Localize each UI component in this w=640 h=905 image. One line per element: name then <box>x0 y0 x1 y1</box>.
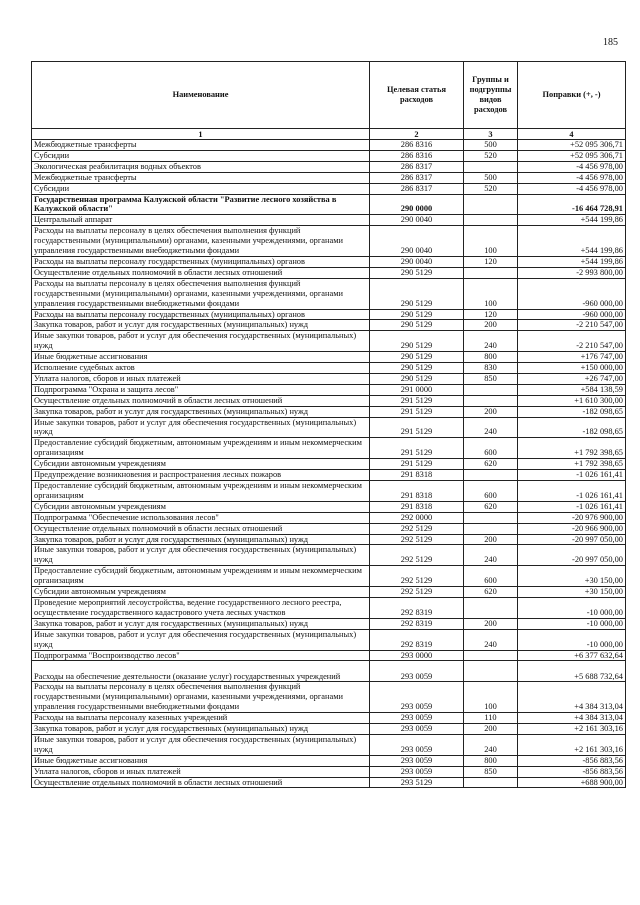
row-amount: -2 210 547,00 <box>518 331 626 352</box>
row-amount: +2 161 303,16 <box>518 734 626 755</box>
row-target-article: 290 5129 <box>370 363 464 374</box>
row-name: Осуществление отдельных полномочий в области лесных отношений <box>32 267 370 278</box>
row-name: Подпрограмма "Воспроизводство лесов" <box>32 650 370 661</box>
table-row <box>32 512 626 523</box>
table-row <box>32 618 626 629</box>
row-expense-group: 240 <box>464 545 518 566</box>
row-target-article: 290 5129 <box>370 320 464 331</box>
row-expense-group: 500 <box>464 140 518 151</box>
row-expense-group: 240 <box>464 417 518 438</box>
table-row <box>32 566 626 587</box>
row-expense-group: 200 <box>464 320 518 331</box>
row-target-article: 291 0000 <box>370 384 464 395</box>
row-name: Иные закупки товаров, работ и услуг для обеспечения государственных (муниципальных) нужд <box>32 417 370 438</box>
row-name: Предоставление субсидий бюджетным, автономным учреждениям и иным некоммерческим организациям <box>32 566 370 587</box>
budget-table <box>31 61 626 788</box>
row-amount: +1 792 398,65 <box>518 459 626 470</box>
row-expense-group: 110 <box>464 713 518 724</box>
row-target-article: 293 0059 <box>370 766 464 777</box>
row-name: Субсидии <box>32 150 370 161</box>
row-amount: +150 000,00 <box>518 363 626 374</box>
table-row <box>32 352 626 363</box>
row-expense-group: 200 <box>464 406 518 417</box>
page-number: 185 <box>603 37 618 48</box>
row-target-article: 293 0059 <box>370 724 464 735</box>
row-target-article: 293 0059 <box>370 734 464 755</box>
row-name: Иные бюджетные ассигнования <box>32 352 370 363</box>
row-amount: +688 900,00 <box>518 777 626 788</box>
row-target-article: 290 0000 <box>370 194 464 215</box>
row-expense-group: 850 <box>464 373 518 384</box>
row-amount: +52 095 306,71 <box>518 150 626 161</box>
row-amount: -10 000,00 <box>518 597 626 618</box>
row-target-article: 286 8317 <box>370 183 464 194</box>
row-amount: +4 384 313,04 <box>518 713 626 724</box>
row-target-article: 293 0000 <box>370 650 464 661</box>
table-row <box>32 406 626 417</box>
row-name: Предоставление субсидий бюджетным, автономным учреждениям и иным некоммерческим организациям <box>32 481 370 502</box>
row-amount: +5 688 732,64 <box>518 661 626 682</box>
row-target-article: 291 5129 <box>370 406 464 417</box>
row-name: Осуществление отдельных полномочий в области лесных отношений <box>32 777 370 788</box>
row-target-article: 286 8317 <box>370 161 464 172</box>
row-amount: +176 747,00 <box>518 352 626 363</box>
row-target-article: 292 8319 <box>370 597 464 618</box>
header-expense-groups: Группы и подгруппы видов расходов <box>464 62 518 129</box>
header-num-2: 2 <box>370 129 464 140</box>
row-amount: -10 000,00 <box>518 618 626 629</box>
row-target-article: 290 0040 <box>370 226 464 257</box>
row-name: Предупреждение возникновения и распространения лесных пожаров <box>32 470 370 481</box>
table-row <box>32 766 626 777</box>
row-name: Экологическая реабилитация водных объектов <box>32 161 370 172</box>
table-row <box>32 172 626 183</box>
row-target-article: 286 8316 <box>370 140 464 151</box>
row-target-article: 291 8318 <box>370 481 464 502</box>
row-expense-group: 500 <box>464 172 518 183</box>
row-expense-group: 620 <box>464 587 518 598</box>
row-target-article: 292 8319 <box>370 618 464 629</box>
row-amount: -4 456 978,00 <box>518 183 626 194</box>
row-amount: -20 976 900,00 <box>518 512 626 523</box>
row-name: Иные бюджетные ассигнования <box>32 755 370 766</box>
row-expense-group <box>464 470 518 481</box>
row-target-article: 291 5129 <box>370 417 464 438</box>
row-expense-group: 620 <box>464 501 518 512</box>
row-amount: +544 199,86 <box>518 226 626 257</box>
row-name: Расходы на выплаты персоналу в целях обеспечения выполнения функций государственными (муниципальными) органами, казенными учреждениями, органами управления государственными внебюджетными фондами <box>32 682 370 713</box>
row-target-article: 293 0059 <box>370 661 464 682</box>
row-expense-group <box>464 384 518 395</box>
row-target-article: 293 5129 <box>370 777 464 788</box>
row-expense-group <box>464 650 518 661</box>
row-expense-group <box>464 267 518 278</box>
row-name: Субсидии автономным учреждениям <box>32 501 370 512</box>
table-row <box>32 597 626 618</box>
table-row <box>32 755 626 766</box>
row-amount: +1 792 398,65 <box>518 438 626 459</box>
row-amount: -20 997 050,00 <box>518 545 626 566</box>
row-name: Уплата налогов, сборов и иных платежей <box>32 373 370 384</box>
table-row <box>32 777 626 788</box>
row-expense-group <box>464 523 518 534</box>
header-target-article: Целевая статья расходов <box>370 62 464 129</box>
row-target-article: 290 0040 <box>370 256 464 267</box>
table-row <box>32 724 626 735</box>
row-expense-group: 600 <box>464 566 518 587</box>
row-amount: -960 000,00 <box>518 309 626 320</box>
row-amount: -1 026 161,41 <box>518 481 626 502</box>
row-amount: -856 883,56 <box>518 755 626 766</box>
row-amount: -16 464 728,91 <box>518 194 626 215</box>
row-target-article: 291 8318 <box>370 470 464 481</box>
row-target-article: 291 8318 <box>370 501 464 512</box>
row-expense-group: 200 <box>464 724 518 735</box>
row-expense-group: 620 <box>464 459 518 470</box>
row-expense-group <box>464 512 518 523</box>
table-row <box>32 395 626 406</box>
row-amount: -960 000,00 <box>518 278 626 309</box>
row-target-article: 286 8317 <box>370 172 464 183</box>
row-target-article: 292 5129 <box>370 523 464 534</box>
row-target-article: 292 5129 <box>370 545 464 566</box>
table-row <box>32 320 626 331</box>
table-row <box>32 309 626 320</box>
row-expense-group: 120 <box>464 309 518 320</box>
row-amount: +584 138,59 <box>518 384 626 395</box>
header-name: Наименование <box>32 62 370 129</box>
row-amount: -2 993 800,00 <box>518 267 626 278</box>
row-expense-group <box>464 395 518 406</box>
row-target-article: 292 5129 <box>370 587 464 598</box>
row-target-article: 291 5129 <box>370 438 464 459</box>
row-name: Расходы на выплаты персоналу в целях обеспечения выполнения функций государственными (муниципальными) органами, казенными учреждениями, органами управления государственными внебюджетными фондами <box>32 278 370 309</box>
row-expense-group: 850 <box>464 766 518 777</box>
row-target-article: 286 8316 <box>370 150 464 161</box>
row-target-article: 290 5129 <box>370 331 464 352</box>
row-name: Иные закупки товаров, работ и услуг для обеспечения государственных (муниципальных) нужд <box>32 629 370 650</box>
header-amendments: Поправки (+, -) <box>518 62 626 129</box>
table-row <box>32 363 626 374</box>
header-num-4: 4 <box>518 129 626 140</box>
row-expense-group: 520 <box>464 150 518 161</box>
table-row <box>32 417 626 438</box>
row-expense-group <box>464 597 518 618</box>
table-row <box>32 459 626 470</box>
row-name: Расходы на выплаты персоналу государственных (муниципальных) органов <box>32 256 370 267</box>
row-expense-group <box>464 661 518 682</box>
table-row <box>32 140 626 151</box>
table-row <box>32 267 626 278</box>
row-amount: +544 199,86 <box>518 256 626 267</box>
table-row <box>32 587 626 598</box>
row-amount: +4 384 313,04 <box>518 682 626 713</box>
row-expense-group: 240 <box>464 331 518 352</box>
row-target-article: 292 8319 <box>370 629 464 650</box>
row-name: Субсидии автономным учреждениям <box>32 587 370 598</box>
table-row <box>32 661 626 682</box>
row-target-article: 292 5129 <box>370 534 464 545</box>
row-expense-group <box>464 161 518 172</box>
row-name: Подпрограмма "Охрана и защита лесов" <box>32 384 370 395</box>
row-target-article: 290 0040 <box>370 215 464 226</box>
header-num-1: 1 <box>32 129 370 140</box>
table-row <box>32 215 626 226</box>
table-row <box>32 545 626 566</box>
row-expense-group: 100 <box>464 682 518 713</box>
row-amount: +2 161 303,16 <box>518 724 626 735</box>
row-amount: -2 210 547,00 <box>518 320 626 331</box>
row-target-article: 290 5129 <box>370 373 464 384</box>
row-target-article: 292 5129 <box>370 566 464 587</box>
row-amount: -20 966 900,00 <box>518 523 626 534</box>
row-name: Расходы на выплаты персоналу государственных (муниципальных) органов <box>32 309 370 320</box>
row-expense-group <box>464 777 518 788</box>
table-row <box>32 384 626 395</box>
row-name: Субсидии автономным учреждениям <box>32 459 370 470</box>
row-expense-group: 120 <box>464 256 518 267</box>
table-row <box>32 713 626 724</box>
row-amount: +544 199,86 <box>518 215 626 226</box>
table-row <box>32 682 626 713</box>
row-name: Иные закупки товаров, работ и услуг для обеспечения государственных (муниципальных) нужд <box>32 734 370 755</box>
row-name: Иные закупки товаров, работ и услуг для обеспечения государственных (муниципальных) нужд <box>32 331 370 352</box>
row-amount: -4 456 978,00 <box>518 172 626 183</box>
row-target-article: 293 0059 <box>370 755 464 766</box>
row-expense-group: 600 <box>464 438 518 459</box>
row-name: Исполнение судебных актов <box>32 363 370 374</box>
row-name: Осуществление отдельных полномочий в области лесных отношений <box>32 395 370 406</box>
table-row <box>32 534 626 545</box>
row-target-article: 290 5129 <box>370 309 464 320</box>
row-expense-group: 520 <box>464 183 518 194</box>
row-target-article: 293 0059 <box>370 713 464 724</box>
row-expense-group: 240 <box>464 734 518 755</box>
row-amount: -182 098,65 <box>518 406 626 417</box>
row-expense-group: 100 <box>464 226 518 257</box>
table-row <box>32 183 626 194</box>
row-name: Закупка товаров, работ и услуг для государственных (муниципальных) нужд <box>32 724 370 735</box>
table-row <box>32 523 626 534</box>
row-name: Межбюджетные трансферты <box>32 140 370 151</box>
row-amount: -1 026 161,41 <box>518 501 626 512</box>
row-amount: -856 883,56 <box>518 766 626 777</box>
row-name: Расходы на выплаты персоналу в целях обеспечения выполнения функций государственными (муниципальными) органами, казенными учреждениями, органами управления государственными внебюджетными фондами <box>32 226 370 257</box>
table-row <box>32 481 626 502</box>
row-amount: -1 026 161,41 <box>518 470 626 481</box>
row-target-article: 291 5129 <box>370 459 464 470</box>
row-amount: +6 377 632,64 <box>518 650 626 661</box>
row-target-article: 290 5129 <box>370 267 464 278</box>
table-row <box>32 256 626 267</box>
row-name: Закупка товаров, работ и услуг для государственных (муниципальных) нужд <box>32 534 370 545</box>
row-name: Предоставление субсидий бюджетным, автономным учреждениям и иным некоммерческим организациям <box>32 438 370 459</box>
row-expense-group: 200 <box>464 534 518 545</box>
row-target-article: 293 0059 <box>370 682 464 713</box>
table-row <box>32 501 626 512</box>
row-expense-group: 800 <box>464 352 518 363</box>
row-name: Закупка товаров, работ и услуг для государственных (муниципальных) нужд <box>32 618 370 629</box>
row-name: Закупка товаров, работ и услуг для государственных (муниципальных) нужд <box>32 406 370 417</box>
row-name: Уплата налогов, сборов и иных платежей <box>32 766 370 777</box>
table-row <box>32 194 626 215</box>
row-target-article: 292 0000 <box>370 512 464 523</box>
table-row <box>32 373 626 384</box>
row-expense-group: 830 <box>464 363 518 374</box>
table-row <box>32 161 626 172</box>
row-target-article: 290 5129 <box>370 278 464 309</box>
header-num-3: 3 <box>464 129 518 140</box>
row-target-article: 291 5129 <box>370 395 464 406</box>
row-amount: +26 747,00 <box>518 373 626 384</box>
row-name: Расходы на выплаты персоналу казенных учреждений <box>32 713 370 724</box>
row-expense-group: 240 <box>464 629 518 650</box>
row-expense-group: 200 <box>464 618 518 629</box>
row-amount: +1 610 300,00 <box>518 395 626 406</box>
row-amount: -182 098,65 <box>518 417 626 438</box>
row-expense-group <box>464 194 518 215</box>
row-name: Иные закупки товаров, работ и услуг для обеспечения государственных (муниципальных) нужд <box>32 545 370 566</box>
table-row <box>32 278 626 309</box>
row-name: Закупка товаров, работ и услуг для государственных (муниципальных) нужд <box>32 320 370 331</box>
row-name: Осуществление отдельных полномочий в области лесных отношений <box>32 523 370 534</box>
row-name: Центральный аппарат <box>32 215 370 226</box>
row-name: Межбюджетные трансферты <box>32 172 370 183</box>
row-amount: +52 095 306,71 <box>518 140 626 151</box>
table-row <box>32 226 626 257</box>
row-expense-group: 100 <box>464 278 518 309</box>
table-row <box>32 331 626 352</box>
row-amount: -10 000,00 <box>518 629 626 650</box>
row-name: Субсидии <box>32 183 370 194</box>
row-name: Проведение мероприятий лесоустройства, ведение государственного лесного реестра, осуществление государственного кадастрового учета лесных участков <box>32 597 370 618</box>
row-amount: +30 150,00 <box>518 587 626 598</box>
table-row <box>32 734 626 755</box>
row-name: Расходы на обеспечение деятельности (оказание услуг) государственных учреждений <box>32 661 370 682</box>
row-amount: -20 997 050,00 <box>518 534 626 545</box>
row-target-article: 290 5129 <box>370 352 464 363</box>
row-expense-group <box>464 215 518 226</box>
row-amount: -4 456 978,00 <box>518 161 626 172</box>
table-row <box>32 438 626 459</box>
table-row <box>32 470 626 481</box>
table-row <box>32 650 626 661</box>
row-name: Подпрограмма "Обеспечение использования лесов" <box>32 512 370 523</box>
row-expense-group: 800 <box>464 755 518 766</box>
row-name: Государственная программа Калужской области "Развитие лесного хозяйства в Калужской области" <box>32 194 370 215</box>
row-amount: +30 150,00 <box>518 566 626 587</box>
table-row <box>32 629 626 650</box>
row-expense-group: 600 <box>464 481 518 502</box>
table-row <box>32 150 626 161</box>
